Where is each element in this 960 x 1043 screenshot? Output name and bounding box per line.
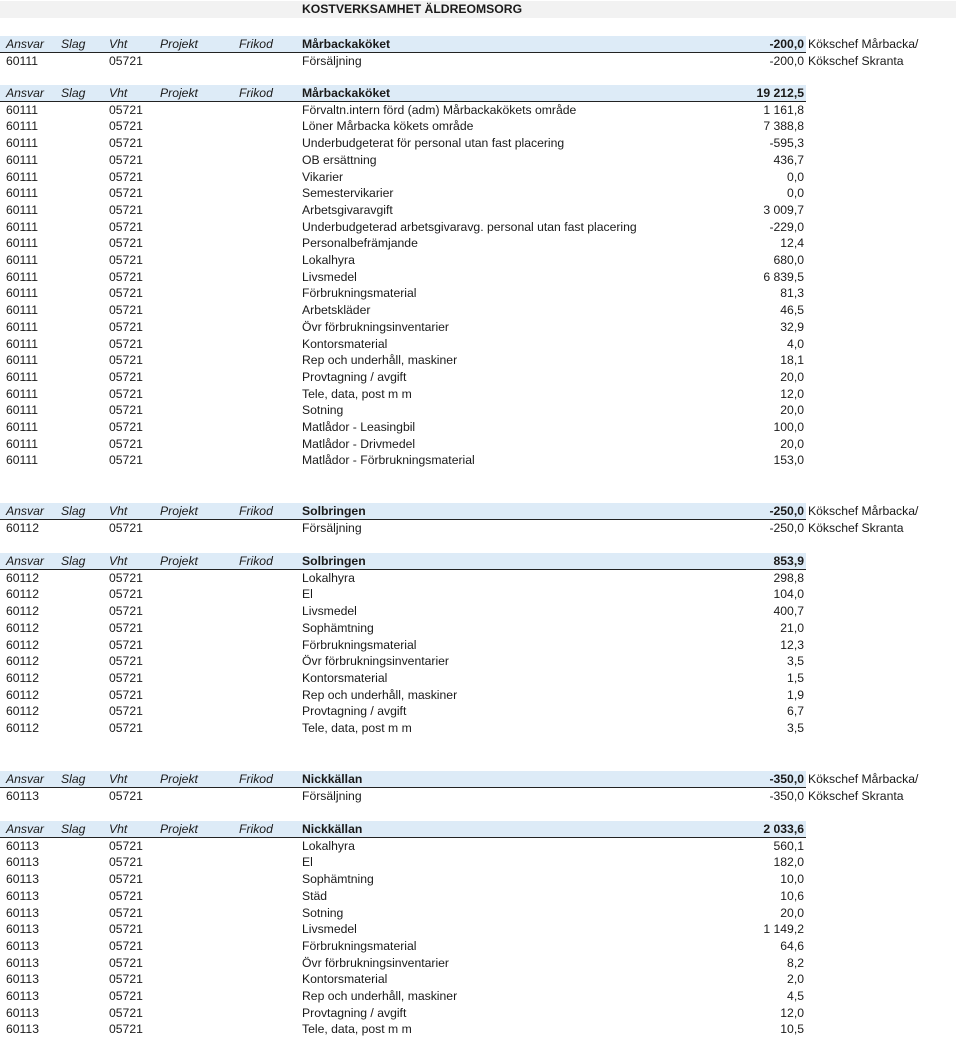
cell-description: Löner Mårbacka kökets område <box>302 119 474 134</box>
cell-vht: 05721 <box>109 838 143 853</box>
table-row <box>0 185 960 202</box>
cell-description: Lokalhyra <box>302 570 355 585</box>
cell-ansvar: 60111 <box>6 403 39 418</box>
cell-vht: 05721 <box>109 955 143 970</box>
cell-description: Arbetskläder <box>302 303 371 318</box>
cell-description: Lokalhyra <box>302 253 355 267</box>
col-header-frikod: Frikod <box>239 37 273 51</box>
cell-amount: 20,0 <box>780 369 804 384</box>
cell-ansvar: 60112 <box>6 570 39 585</box>
table-row <box>0 1005 960 1022</box>
col-header-slag: Slag <box>61 504 86 518</box>
cell-description: Sotning <box>302 905 344 920</box>
cell-amount: 10,6 <box>780 888 804 903</box>
table-row <box>0 905 960 922</box>
cell-ansvar: 60111 <box>6 319 39 334</box>
table-row <box>0 302 960 319</box>
cell-vht: 05721 <box>109 637 143 652</box>
cell-description: Tele, data, post m m <box>302 386 412 401</box>
table-row <box>0 955 960 972</box>
cell-description: Förbrukningsmaterial <box>302 286 417 301</box>
cell-ansvar: 60112 <box>6 620 39 635</box>
cell-ansvar: 60113 <box>6 872 39 887</box>
cell-ansvar: 60113 <box>6 855 39 870</box>
cell-description: Provtagning / avgift <box>302 1005 407 1020</box>
col-header-projekt: Projekt <box>160 772 198 786</box>
cell-ansvar: 60111 <box>6 236 39 251</box>
cell-ansvar: 60113 <box>6 938 39 953</box>
cell-description: Städ <box>302 888 328 903</box>
cell-ansvar: 60111 <box>6 269 39 284</box>
cell-amount: 10,0 <box>780 872 804 887</box>
cell-ansvar: 60112 <box>6 687 39 702</box>
group-total: 853,9 <box>773 554 804 568</box>
cell-ansvar: 60111 <box>6 453 39 468</box>
table-row <box>0 402 960 419</box>
cell-vht: 05721 <box>109 570 143 585</box>
cell-ansvar: 60113 <box>6 788 39 803</box>
table-row <box>0 269 960 286</box>
group-total: -350,0 <box>769 772 804 786</box>
group-header-row <box>0 503 960 520</box>
cell-responsible: Kökschef Skranta <box>808 53 904 68</box>
cell-amount: 3,5 <box>787 654 804 669</box>
cell-amount: 2,0 <box>787 972 804 987</box>
cell-vht: 05721 <box>109 319 143 334</box>
cell-vht: 05721 <box>109 604 143 619</box>
cell-amount: 182,0 <box>773 855 804 870</box>
col-header-projekt: Projekt <box>160 504 198 518</box>
cell-description: Matlådor - Leasingbil <box>302 420 416 434</box>
cell-vht: 05721 <box>109 938 143 953</box>
group-total: 19 212,5 <box>756 86 804 100</box>
cell-ansvar: 60111 <box>6 303 39 318</box>
cell-vht: 05721 <box>109 888 143 903</box>
cell-vht: 05721 <box>109 922 143 937</box>
cell-amount: 32,9 <box>780 319 804 334</box>
table-row <box>0 971 960 988</box>
cell-amount: 153,0 <box>773 453 804 468</box>
cell-description: Sophämtning <box>302 620 374 635</box>
group-header-row <box>0 771 960 788</box>
col-header-slag: Slag <box>61 86 86 100</box>
cell-vht: 05721 <box>109 1022 143 1037</box>
cell-description: Provtagning / avgift <box>302 704 407 719</box>
col-header-vht: Vht <box>109 37 128 51</box>
cell-amount: 8,2 <box>787 955 804 970</box>
cell-description: Försäljning <box>302 53 362 68</box>
cell-vht: 05721 <box>109 53 143 68</box>
cell-description: El <box>302 587 313 602</box>
table-row <box>0 1021 960 1038</box>
cell-vht: 05721 <box>109 353 143 368</box>
cell-description: Förvaltn.intern förd (adm) Mårbackakökets område <box>302 102 577 117</box>
cell-vht: 05721 <box>109 420 143 434</box>
cell-amount: 3 009,7 <box>763 202 804 217</box>
cell-ansvar: 60111 <box>6 186 39 201</box>
cell-description: Sophämtning <box>302 872 374 887</box>
responsible: Kökschef Mårbacka/ <box>808 504 919 518</box>
table-row <box>0 252 960 269</box>
group-name: Mårbackaköket <box>302 37 391 51</box>
table-row <box>0 419 960 436</box>
cell-ansvar: 60111 <box>6 119 39 134</box>
col-header-projekt: Projekt <box>160 37 198 51</box>
cell-amount: -595,3 <box>769 136 804 151</box>
group-total: -250,0 <box>769 504 804 518</box>
cell-description: Kontorsmaterial <box>302 972 388 987</box>
cell-description: Underbudgeterad arbetsgivaravg. personal utan fast placering <box>302 219 637 234</box>
cell-amount: 64,6 <box>780 938 804 953</box>
table-row <box>0 603 960 620</box>
cell-amount: 100,0 <box>773 420 804 434</box>
cell-amount: 1,5 <box>787 670 804 685</box>
cell-vht: 05721 <box>109 704 143 719</box>
col-header-vht: Vht <box>109 554 128 568</box>
table-row <box>0 520 960 537</box>
cell-ansvar: 60113 <box>6 1005 39 1020</box>
cell-description: Förbrukningsmaterial <box>302 637 417 652</box>
cell-description: Livsmedel <box>302 604 357 619</box>
table-row <box>0 336 960 353</box>
table-row <box>0 369 960 386</box>
cell-vht: 05721 <box>109 303 143 318</box>
col-header-ansvar: Ansvar <box>6 504 44 518</box>
group-header-row <box>0 85 960 102</box>
cell-vht: 05721 <box>109 989 143 1003</box>
cell-description: Lokalhyra <box>302 838 355 853</box>
cell-amount: 1 149,2 <box>763 922 804 937</box>
cell-ansvar: 60111 <box>6 152 39 167</box>
cell-ansvar: 60111 <box>6 336 39 351</box>
col-header-slag: Slag <box>61 822 86 836</box>
cell-amount: 0,0 <box>787 169 804 184</box>
cell-amount: 81,3 <box>780 286 804 301</box>
col-header-ansvar: Ansvar <box>6 86 44 100</box>
cell-vht: 05721 <box>109 269 143 284</box>
cell-vht: 05721 <box>109 336 143 351</box>
cell-vht: 05721 <box>109 872 143 887</box>
cell-amount: 4,0 <box>787 336 804 351</box>
cell-ansvar: 60113 <box>6 972 39 987</box>
cell-ansvar: 60112 <box>6 520 39 535</box>
cell-ansvar: 60112 <box>6 670 39 685</box>
cell-vht: 05721 <box>109 202 143 217</box>
group-name: Nickkällan <box>302 772 363 786</box>
group-name: Solbringen <box>302 554 366 568</box>
group-header-row <box>0 36 960 53</box>
table-row <box>0 219 960 236</box>
cell-description: Övr förbrukningsinventarier <box>302 319 449 334</box>
cell-vht: 05721 <box>109 687 143 702</box>
cell-ansvar: 60113 <box>6 1022 39 1037</box>
cell-ansvar: 60111 <box>6 369 39 384</box>
table-row <box>0 436 960 453</box>
col-header-vht: Vht <box>109 86 128 100</box>
cell-amount: 18,1 <box>780 353 804 368</box>
cell-vht: 05721 <box>109 1005 143 1020</box>
table-row <box>0 854 960 871</box>
table-row <box>0 720 960 737</box>
table-row <box>0 152 960 169</box>
cell-ansvar: 60113 <box>6 955 39 970</box>
cell-ansvar: 60112 <box>6 704 39 719</box>
cell-description: Övr förbrukningsinventarier <box>302 955 449 970</box>
cell-vht: 05721 <box>109 520 143 535</box>
cell-vht: 05721 <box>109 136 143 151</box>
cell-ansvar: 60112 <box>6 604 39 619</box>
cell-amount: 400,7 <box>773 604 804 619</box>
report-title: KOSTVERKSAMHET ÄLDREOMSORG <box>302 2 523 16</box>
cell-description: Underbudgeterat för personal utan fast placering <box>302 136 565 151</box>
col-header-frikod: Frikod <box>239 822 273 836</box>
cell-description: Rep och underhåll, maskiner <box>302 687 458 702</box>
cell-amount: 1 161,8 <box>763 102 804 117</box>
cell-vht: 05721 <box>109 855 143 870</box>
col-header-projekt: Projekt <box>160 86 198 100</box>
group-name: Mårbackaköket <box>302 86 391 100</box>
cell-amount: -200,0 <box>769 53 804 68</box>
cell-ansvar: 60111 <box>6 420 39 434</box>
cell-ansvar: 60113 <box>6 838 39 853</box>
cell-vht: 05721 <box>109 403 143 418</box>
cell-ansvar: 60111 <box>6 286 39 301</box>
cell-amount: 12,4 <box>780 236 804 251</box>
cell-responsible: Kökschef Skranta <box>808 788 904 803</box>
cell-description: Livsmedel <box>302 922 357 937</box>
group-total: -200,0 <box>769 37 804 51</box>
cell-amount: -350,0 <box>769 788 804 803</box>
cell-ansvar: 60112 <box>6 637 39 652</box>
cell-vht: 05721 <box>109 102 143 117</box>
cell-amount: 6,7 <box>787 704 804 719</box>
table-row <box>0 570 960 587</box>
cell-description: Övr förbrukningsinventarier <box>302 654 449 669</box>
cell-description: Matlådor - Förbrukningsmaterial <box>302 453 475 468</box>
cell-ansvar: 60111 <box>6 386 39 401</box>
report-title-bar <box>0 1 956 18</box>
col-header-ansvar: Ansvar <box>6 772 44 786</box>
cell-description: El <box>302 855 313 870</box>
col-header-vht: Vht <box>109 504 128 518</box>
cell-responsible: Kökschef Skranta <box>808 520 904 535</box>
cell-amount: 3,5 <box>787 721 804 735</box>
responsible: Kökschef Mårbacka/ <box>808 37 919 51</box>
table-row <box>0 788 960 805</box>
col-header-frikod: Frikod <box>239 504 273 518</box>
cell-description: Vikarier <box>302 169 344 184</box>
cell-description: Tele, data, post m m <box>302 1022 412 1037</box>
group-total: 2 033,6 <box>763 822 804 836</box>
responsible: Kökschef Mårbacka/ <box>808 772 919 786</box>
cell-ansvar: 60111 <box>6 353 39 368</box>
cell-amount: 0,0 <box>787 186 804 201</box>
cell-vht: 05721 <box>109 236 143 251</box>
cell-amount: 6 839,5 <box>763 269 804 284</box>
cell-vht: 05721 <box>109 670 143 685</box>
cell-vht: 05721 <box>109 654 143 669</box>
col-header-ansvar: Ansvar <box>6 554 44 568</box>
cell-amount: 7 388,8 <box>763 119 804 134</box>
cell-vht: 05721 <box>109 905 143 920</box>
cell-vht: 05721 <box>109 253 143 267</box>
cell-amount: 680,0 <box>773 253 804 267</box>
cell-ansvar: 60113 <box>6 922 39 937</box>
table-row <box>0 637 960 654</box>
cell-vht: 05721 <box>109 286 143 301</box>
cell-amount: 20,0 <box>780 403 804 418</box>
cell-vht: 05721 <box>109 587 143 602</box>
col-header-frikod: Frikod <box>239 554 273 568</box>
cell-ansvar: 60113 <box>6 888 39 903</box>
table-row <box>0 687 960 704</box>
cell-amount: 20,0 <box>780 905 804 920</box>
table-row <box>0 888 960 905</box>
cell-ansvar: 60111 <box>6 202 39 217</box>
cell-vht: 05721 <box>109 219 143 234</box>
col-header-slag: Slag <box>61 772 86 786</box>
table-row <box>0 586 960 603</box>
table-row <box>0 135 960 152</box>
cell-description: Rep och underhåll, maskiner <box>302 989 458 1003</box>
cell-description: Kontorsmaterial <box>302 670 388 685</box>
col-header-projekt: Projekt <box>160 822 198 836</box>
cell-ansvar: 60111 <box>6 102 39 117</box>
table-row <box>0 988 960 1005</box>
cell-amount: 560,1 <box>773 838 804 853</box>
cell-description: Arbetsgivaravgift <box>302 202 393 217</box>
cell-amount: 20,0 <box>780 436 804 451</box>
cell-vht: 05721 <box>109 453 143 468</box>
cell-description: Personalbefrämjande <box>302 236 418 251</box>
cell-vht: 05721 <box>109 788 143 803</box>
cell-description: Tele, data, post m m <box>302 721 412 735</box>
cell-ansvar: 60111 <box>6 436 39 451</box>
cell-description: Matlådor - Drivmedel <box>302 436 416 451</box>
cell-description: Kontorsmaterial <box>302 336 388 351</box>
cell-description: Semestervikarier <box>302 186 394 201</box>
cell-description: Provtagning / avgift <box>302 369 407 384</box>
cell-vht: 05721 <box>109 620 143 635</box>
cell-description: Försäljning <box>302 788 362 803</box>
cell-amount: 10,5 <box>780 1022 804 1037</box>
col-header-slag: Slag <box>61 37 86 51</box>
cell-vht: 05721 <box>109 169 143 184</box>
cell-amount: 298,8 <box>773 570 804 585</box>
table-row <box>0 938 960 955</box>
table-row <box>0 118 960 135</box>
cell-description: Livsmedel <box>302 269 357 284</box>
cell-ansvar: 60112 <box>6 721 39 735</box>
table-row <box>0 285 960 302</box>
cell-amount: 12,0 <box>780 1005 804 1020</box>
cell-ansvar: 60111 <box>6 253 39 267</box>
col-header-frikod: Frikod <box>239 772 273 786</box>
table-row <box>0 670 960 687</box>
table-row <box>0 102 960 119</box>
cell-amount: 1,9 <box>787 687 804 702</box>
cell-vht: 05721 <box>109 386 143 401</box>
table-row <box>0 921 960 938</box>
cell-description: Rep och underhåll, maskiner <box>302 353 458 368</box>
col-header-ansvar: Ansvar <box>6 822 44 836</box>
col-header-slag: Slag <box>61 554 86 568</box>
cell-amount: -250,0 <box>769 520 804 535</box>
group-name: Nickkällan <box>302 822 363 836</box>
cell-ansvar: 60111 <box>6 169 39 184</box>
table-row <box>0 838 960 855</box>
cell-description: Förbrukningsmaterial <box>302 938 417 953</box>
col-header-vht: Vht <box>109 822 128 836</box>
cell-ansvar: 60112 <box>6 654 39 669</box>
table-row <box>0 703 960 720</box>
cell-ansvar: 60113 <box>6 905 39 920</box>
cell-description: Försäljning <box>302 520 362 535</box>
cell-ansvar: 60111 <box>6 136 39 151</box>
cell-ansvar: 60111 <box>6 53 39 68</box>
table-row <box>0 871 960 888</box>
table-row <box>0 352 960 369</box>
cell-vht: 05721 <box>109 972 143 987</box>
cell-description: OB ersättning <box>302 152 377 167</box>
table-row <box>0 202 960 219</box>
table-row <box>0 319 960 336</box>
table-row <box>0 653 960 670</box>
cell-vht: 05721 <box>109 369 143 384</box>
col-header-ansvar: Ansvar <box>6 37 44 51</box>
cell-amount: 436,7 <box>773 152 804 167</box>
table-row <box>0 386 960 403</box>
cell-vht: 05721 <box>109 152 143 167</box>
group-header-row <box>0 821 960 838</box>
cell-amount: -229,0 <box>769 219 804 234</box>
col-header-projekt: Projekt <box>160 554 198 568</box>
cell-vht: 05721 <box>109 119 143 134</box>
group-name: Solbringen <box>302 504 366 518</box>
cell-ansvar: 60113 <box>6 989 39 1003</box>
cell-vht: 05721 <box>109 436 143 451</box>
table-row <box>0 452 960 469</box>
col-header-vht: Vht <box>109 772 128 786</box>
table-row <box>0 620 960 637</box>
cell-vht: 05721 <box>109 721 143 735</box>
cell-ansvar: 60112 <box>6 587 39 602</box>
cell-vht: 05721 <box>109 186 143 201</box>
cell-amount: 104,0 <box>773 587 804 602</box>
table-row <box>0 53 960 70</box>
table-row <box>0 169 960 186</box>
table-row <box>0 235 960 252</box>
group-header-row <box>0 553 960 570</box>
cell-ansvar: 60111 <box>6 219 39 234</box>
cell-amount: 21,0 <box>780 620 804 635</box>
cell-description: Sotning <box>302 403 344 418</box>
cell-amount: 12,3 <box>780 637 804 652</box>
col-header-frikod: Frikod <box>239 86 273 100</box>
cell-amount: 12,0 <box>780 386 804 401</box>
cell-amount: 4,5 <box>787 989 804 1003</box>
cell-amount: 46,5 <box>780 303 804 318</box>
